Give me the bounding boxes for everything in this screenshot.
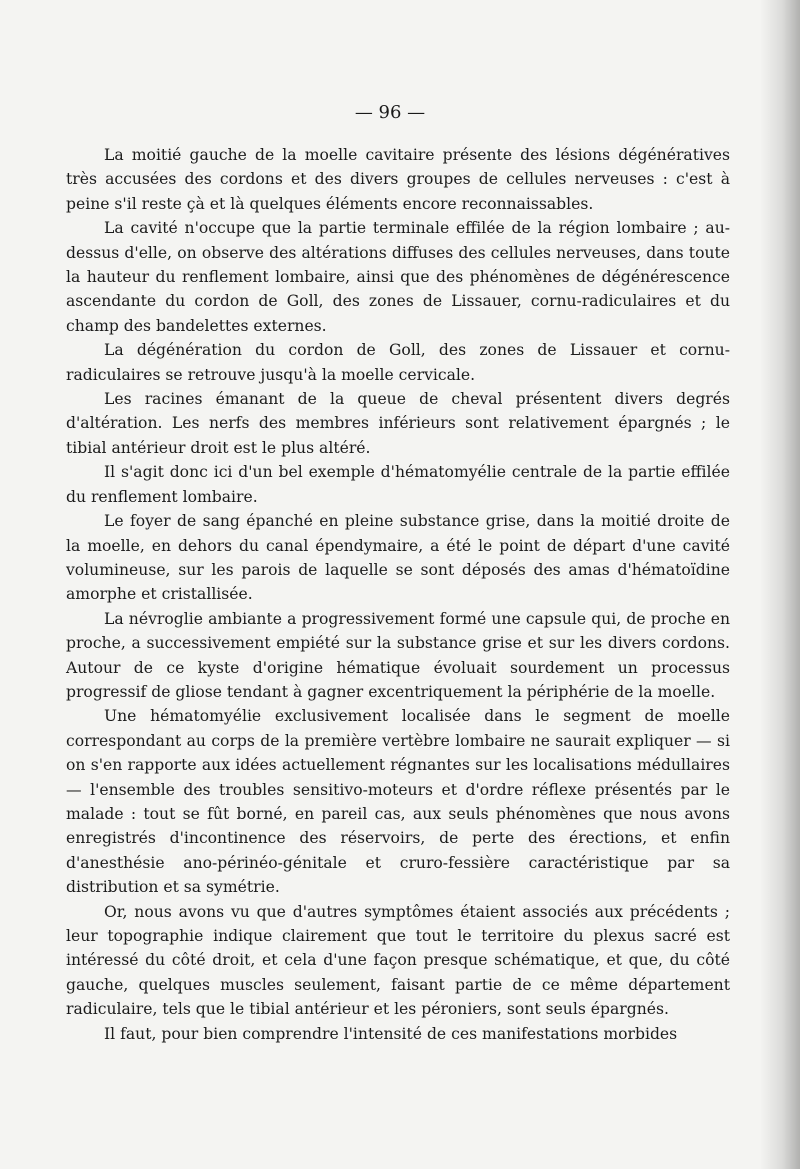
body-text <box>66 143 730 1046</box>
paragraph-last: Il faut, pour bien comprendre l'intensité de ces manifestations morbides <box>104 1024 678 1043</box>
page-edge-shadow <box>760 0 800 1169</box>
page-number: — 96 — <box>354 102 426 123</box>
paragraph: Les racines émanant de la queue de cheval présentent divers degrés d'altération. Les nerfs des membres inférieurs sont relativement épargnés ; le tibial antérieur droit est le plus altéré. <box>66 390 730 457</box>
paragraph: La cavité n'occupe que la partie terminale effilée de la région lombaire ; au-dessus d'elle, on observe des altérations diffuses des cellules nerveuses, dans toute la hauteur du renflement lombaire, ainsi que des phénomènes de dégénérescence ascendante du cordon de Goll, des zones de Lissauer, cornu-radiculaires et du champ des bandelettes externes. <box>66 219 730 335</box>
paragraph: Le foyer de sang épanché en pleine substance grise, dans la moitié droite de la moelle, en dehors du canal épendymaire, a été le point de départ d'une cavité volumineuse, sur les parois de laquelle se sont déposés des amas d'hématoïdine amorphe et cristallisée. <box>66 512 730 604</box>
paragraph: La dégénération du cordon de Goll, des zones de Lissauer et cornu-radiculaires se retrouve jusqu'à la moelle cervicale. <box>66 341 730 384</box>
paragraph: Or, nous avons vu que d'autres symptômes étaient associés aux précédents ; leur topographie indique clairement que tout le territoire du plexus sacré est intéressé du côté droit, et cela d'une façon presque schématique, et que, du côté gauche, quelques muscles seulement, faisant partie de ce même département radiculaire, tels que le tibial antérieur et les péroniers, sont seuls épargnés. <box>66 902 730 1019</box>
paragraph: Il s'agit donc ici d'un bel exemple d'hématomyélie centrale de la partie effilée du renflement lombaire. <box>66 463 730 506</box>
paragraph: Une hématomyélie exclusivement localisée dans le segment de moelle correspondant au corps de la première vertèbre lombaire ne saurait expliquer — si on s'en rapporte aux idées actuellement régnantes sur les localisations médullaires — l'ensemble des troubles sensitivo-moteurs et d'ordre réflexe présentés par le malade : tout se fût borné, en pareil cas, aux seuls phénomènes que nous avons enregistrés d'incontinence des réservoirs, de perte des érections, et enfin d'anesthésie ano-périnéo-génitale et cruro-fessière caractéristique par sa distribution et sa symétrie. <box>66 707 730 897</box>
paragraph: La névroglie ambiante a progressivement formé une capsule qui, de proche en proche, a successivement empiété sur la substance grise et sur les divers cordons. Autour de ce kyste d'origine hématique évoluait sourdement un processus progressif de gliose tendant à gagner excentriquement la périphérie de la moelle. <box>66 609 730 701</box>
paragraph: La moitié gauche de la moelle cavitaire présente des lésions dégénératives très accusées des cordons et des divers groupes de cellules nerveuses : c'est à peine s'il reste çà et là quelques éléments encore reconnaissables. <box>66 146 730 213</box>
